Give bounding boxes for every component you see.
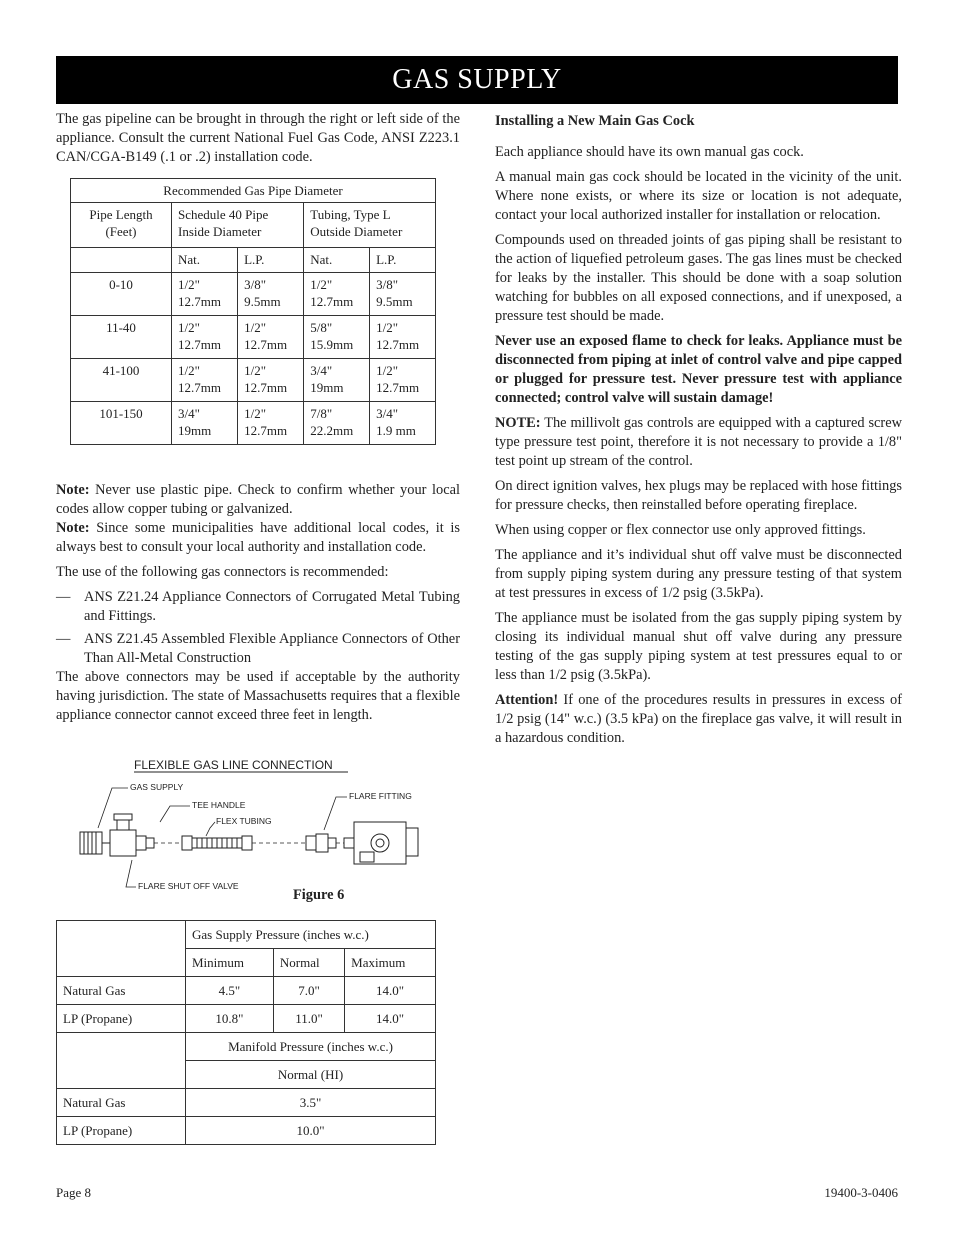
header-schedule-40: Schedule 40 Pipe Inside Diameter: [172, 203, 304, 248]
header-nat: Nat.: [172, 248, 238, 273]
size-cell: 1/2" 12.7mm: [172, 316, 238, 359]
value-cell: 3.5": [186, 1089, 436, 1117]
connector-2: ANS Z21.45 Assembled Flexible Appliance Connectors of Other Than All-Metal Construction: [84, 631, 460, 666]
paragraph: Compounds used on threaded joints of gas piping shall be resistant to the action of liquefied petroleum gases. The gas lines must be checked for leaks by the installer. This should be done with a soap solution watching for bubbles on all exposed connections, and if unexposed, a pressure test should be made.: [495, 232, 902, 324]
connectors-intro: The use of the following gas connectors is recommended:: [56, 564, 389, 580]
size-cell: 7/8" 22.2mm: [304, 402, 370, 445]
size-cell: 1/2" 12.7mm: [172, 273, 238, 316]
label-flare-shut-off-valve: FLARE SHUT OFF VALVE: [138, 881, 239, 891]
row-label: LP (Propane): [57, 1005, 186, 1033]
supply-pressure-header: Gas Supply Pressure (inches w.c.): [186, 921, 436, 949]
header-tubing: Tubing, Type L Outside Diameter: [304, 203, 436, 248]
size-cell: 3/4" 19mm: [172, 402, 238, 445]
note-local-codes: Note: Since some municipalities have additional local codes, it is always best to consult your local authority and installation code.: [56, 520, 460, 555]
table-row: [71, 273, 436, 316]
dash-bullet: —: [56, 631, 71, 647]
right-column: [495, 112, 902, 754]
pipe-diameter-table: [70, 178, 436, 445]
size-cell: 1/2" 12.7mm: [370, 316, 436, 359]
connectors-note: The above connectors may be used if acceptable by the authority having jurisdiction. The state of Massachusetts requires that a flexible appliance connector cannot exceed three feet in length.: [56, 669, 460, 723]
size-cell: 1/2" 12.7mm: [238, 359, 304, 402]
size-cell: 3/4" 19mm: [304, 359, 370, 402]
header-normal: Normal: [273, 949, 344, 977]
table-row: [57, 1117, 436, 1145]
blank-cell: [57, 1033, 186, 1089]
size-cell: 1/2" 12.7mm: [370, 359, 436, 402]
list-item: [56, 588, 460, 626]
row-label: Natural Gas: [57, 977, 186, 1005]
list-item: [56, 630, 460, 668]
pipe-table-title: Recommended Gas Pipe Diameter: [71, 179, 436, 203]
label-flare-fitting: FLARE FITTING: [349, 791, 412, 801]
paragraph: When using copper or flex connector use only approved fittings.: [495, 522, 866, 538]
header-nat: Nat.: [304, 248, 370, 273]
size-cell: 3/8" 9.5mm: [238, 273, 304, 316]
size-cell: 3/8" 9.5mm: [370, 273, 436, 316]
figure-caption: Figure 6: [293, 887, 345, 903]
size-cell: 1/2" 12.7mm: [304, 273, 370, 316]
label-tee-handle: TEE HANDLE: [192, 800, 246, 810]
header-lp: L.P.: [238, 248, 304, 273]
paragraph: A manual main gas cock should be located in the vicinity of the unit. Where none exists, or where its size or location is not adequate, contact your local authorized installer for installation or relocation.: [495, 169, 902, 223]
shut-off-valve: [102, 814, 154, 856]
table-row: [57, 1005, 436, 1033]
gas-supply-pipe: [80, 832, 102, 854]
header-minimum: Minimum: [186, 949, 274, 977]
gas-valve: [344, 822, 418, 864]
value-cell: 14.0": [345, 977, 436, 1005]
page-number: Page 8: [56, 1185, 92, 1200]
attention-paragraph: Attention! If one of the procedures results in pressures in excess of 1/2 psig (14" w.c.) (3.5 kPa) on the fireplace gas valve, it will result in a hazardous condition.: [495, 692, 902, 746]
paragraph: The appliance and it’s individual shut off valve must be disconnected from supply piping system during any pressure testing of that system at test pressures in excess of 1/2 psig (3.5kPa).: [495, 547, 902, 601]
table-row: [71, 402, 436, 445]
header-maximum: Maximum: [345, 949, 436, 977]
table-row: [57, 977, 436, 1005]
manifold-pressure-header: Manifold Pressure (inches w.c.): [186, 1033, 436, 1061]
note-paragraph: NOTE: The millivolt gas controls are equipped with a captured screw type pressure test point, therefore it is not necessary to provide a 1/8" test point up stream of the control.: [495, 415, 902, 469]
intro-paragraph: The gas pipeline can be brought in through the right or left side of the appliance. Consult the current National Fuel Gas Code, ANSI Z223.1 CAN/CGA-B149 (.1 or .2) installation code.: [56, 111, 460, 165]
flexible-gas-line-diagram: [70, 752, 460, 912]
size-cell: 3/4" 1.9 mm: [370, 402, 436, 445]
pipe-length-cell: 0-10: [71, 273, 172, 316]
table-row: [57, 1089, 436, 1117]
value-cell: 14.0": [345, 1005, 436, 1033]
flex-tubing: [182, 836, 252, 850]
pipe-length-cell: 101-150: [71, 402, 172, 445]
label-gas-supply: GAS SUPPLY: [130, 782, 184, 792]
left-column: [56, 110, 460, 173]
figure-title: FLEXIBLE GAS LINE CONNECTION: [134, 758, 333, 772]
value-cell: 10.0": [186, 1117, 436, 1145]
pipe-length-cell: 11-40: [71, 316, 172, 359]
paragraph: Each appliance should have its own manual gas cock.: [495, 144, 804, 160]
connector-1: ANS Z21.24 Appliance Connectors of Corrugated Metal Tubing and Fittings.: [84, 589, 460, 624]
notes-section: [56, 481, 460, 731]
paragraph: The appliance must be isolated from the gas supply piping system by closing its individual manual shut off valve during any pressure testing of the gas supply piping system at test pressures equal to or less than 1/2 psig (3.5kPa).: [495, 610, 902, 683]
flare-fitting: [306, 834, 336, 852]
value-cell: 7.0": [273, 977, 344, 1005]
header-normal-hi: Normal (HI): [186, 1061, 436, 1089]
value-cell: 10.8": [186, 1005, 274, 1033]
pipe-length-cell: 41-100: [71, 359, 172, 402]
gas-pressure-table: [56, 920, 436, 1145]
value-cell: 4.5": [186, 977, 274, 1005]
size-cell: 1/2" 12.7mm: [172, 359, 238, 402]
blank-cell: [71, 248, 172, 273]
size-cell: 1/2" 12.7mm: [238, 316, 304, 359]
header-pipe-length: Pipe Length (Feet): [71, 203, 172, 248]
label-flex-tubing: FLEX TUBING: [216, 816, 272, 826]
value-cell: 11.0": [273, 1005, 344, 1033]
blank-cell: [57, 921, 186, 977]
page-title: GAS SUPPLY: [56, 56, 898, 104]
header-lp: L.P.: [370, 248, 436, 273]
dash-bullet: —: [56, 589, 71, 605]
section-heading: Installing a New Main Gas Cock: [495, 113, 695, 129]
note-plastic-pipe: Note: Never use plastic pipe. Check to confirm whether your local codes allow copper tubing or galvanized.: [56, 482, 460, 517]
row-label: LP (Propane): [57, 1117, 186, 1145]
row-label: Natural Gas: [57, 1089, 186, 1117]
size-cell: 1/2" 12.7mm: [238, 402, 304, 445]
table-row: [71, 316, 436, 359]
paragraph: On direct ignition valves, hex plugs may be replaced with hose fittings for pressure checks, then reinstalled before operating fireplace.: [495, 478, 902, 513]
table-row: [71, 359, 436, 402]
size-cell: 5/8" 15.9mm: [304, 316, 370, 359]
warning-paragraph: Never use an exposed flame to check for leaks. Appliance must be disconnected from piping at inlet of control valve and pipe capped or plugged for pressure test. Never pressure test with appliance connected; control valve will sustain damage!: [495, 333, 902, 406]
document-number: 19400-3-0406: [824, 1185, 898, 1200]
